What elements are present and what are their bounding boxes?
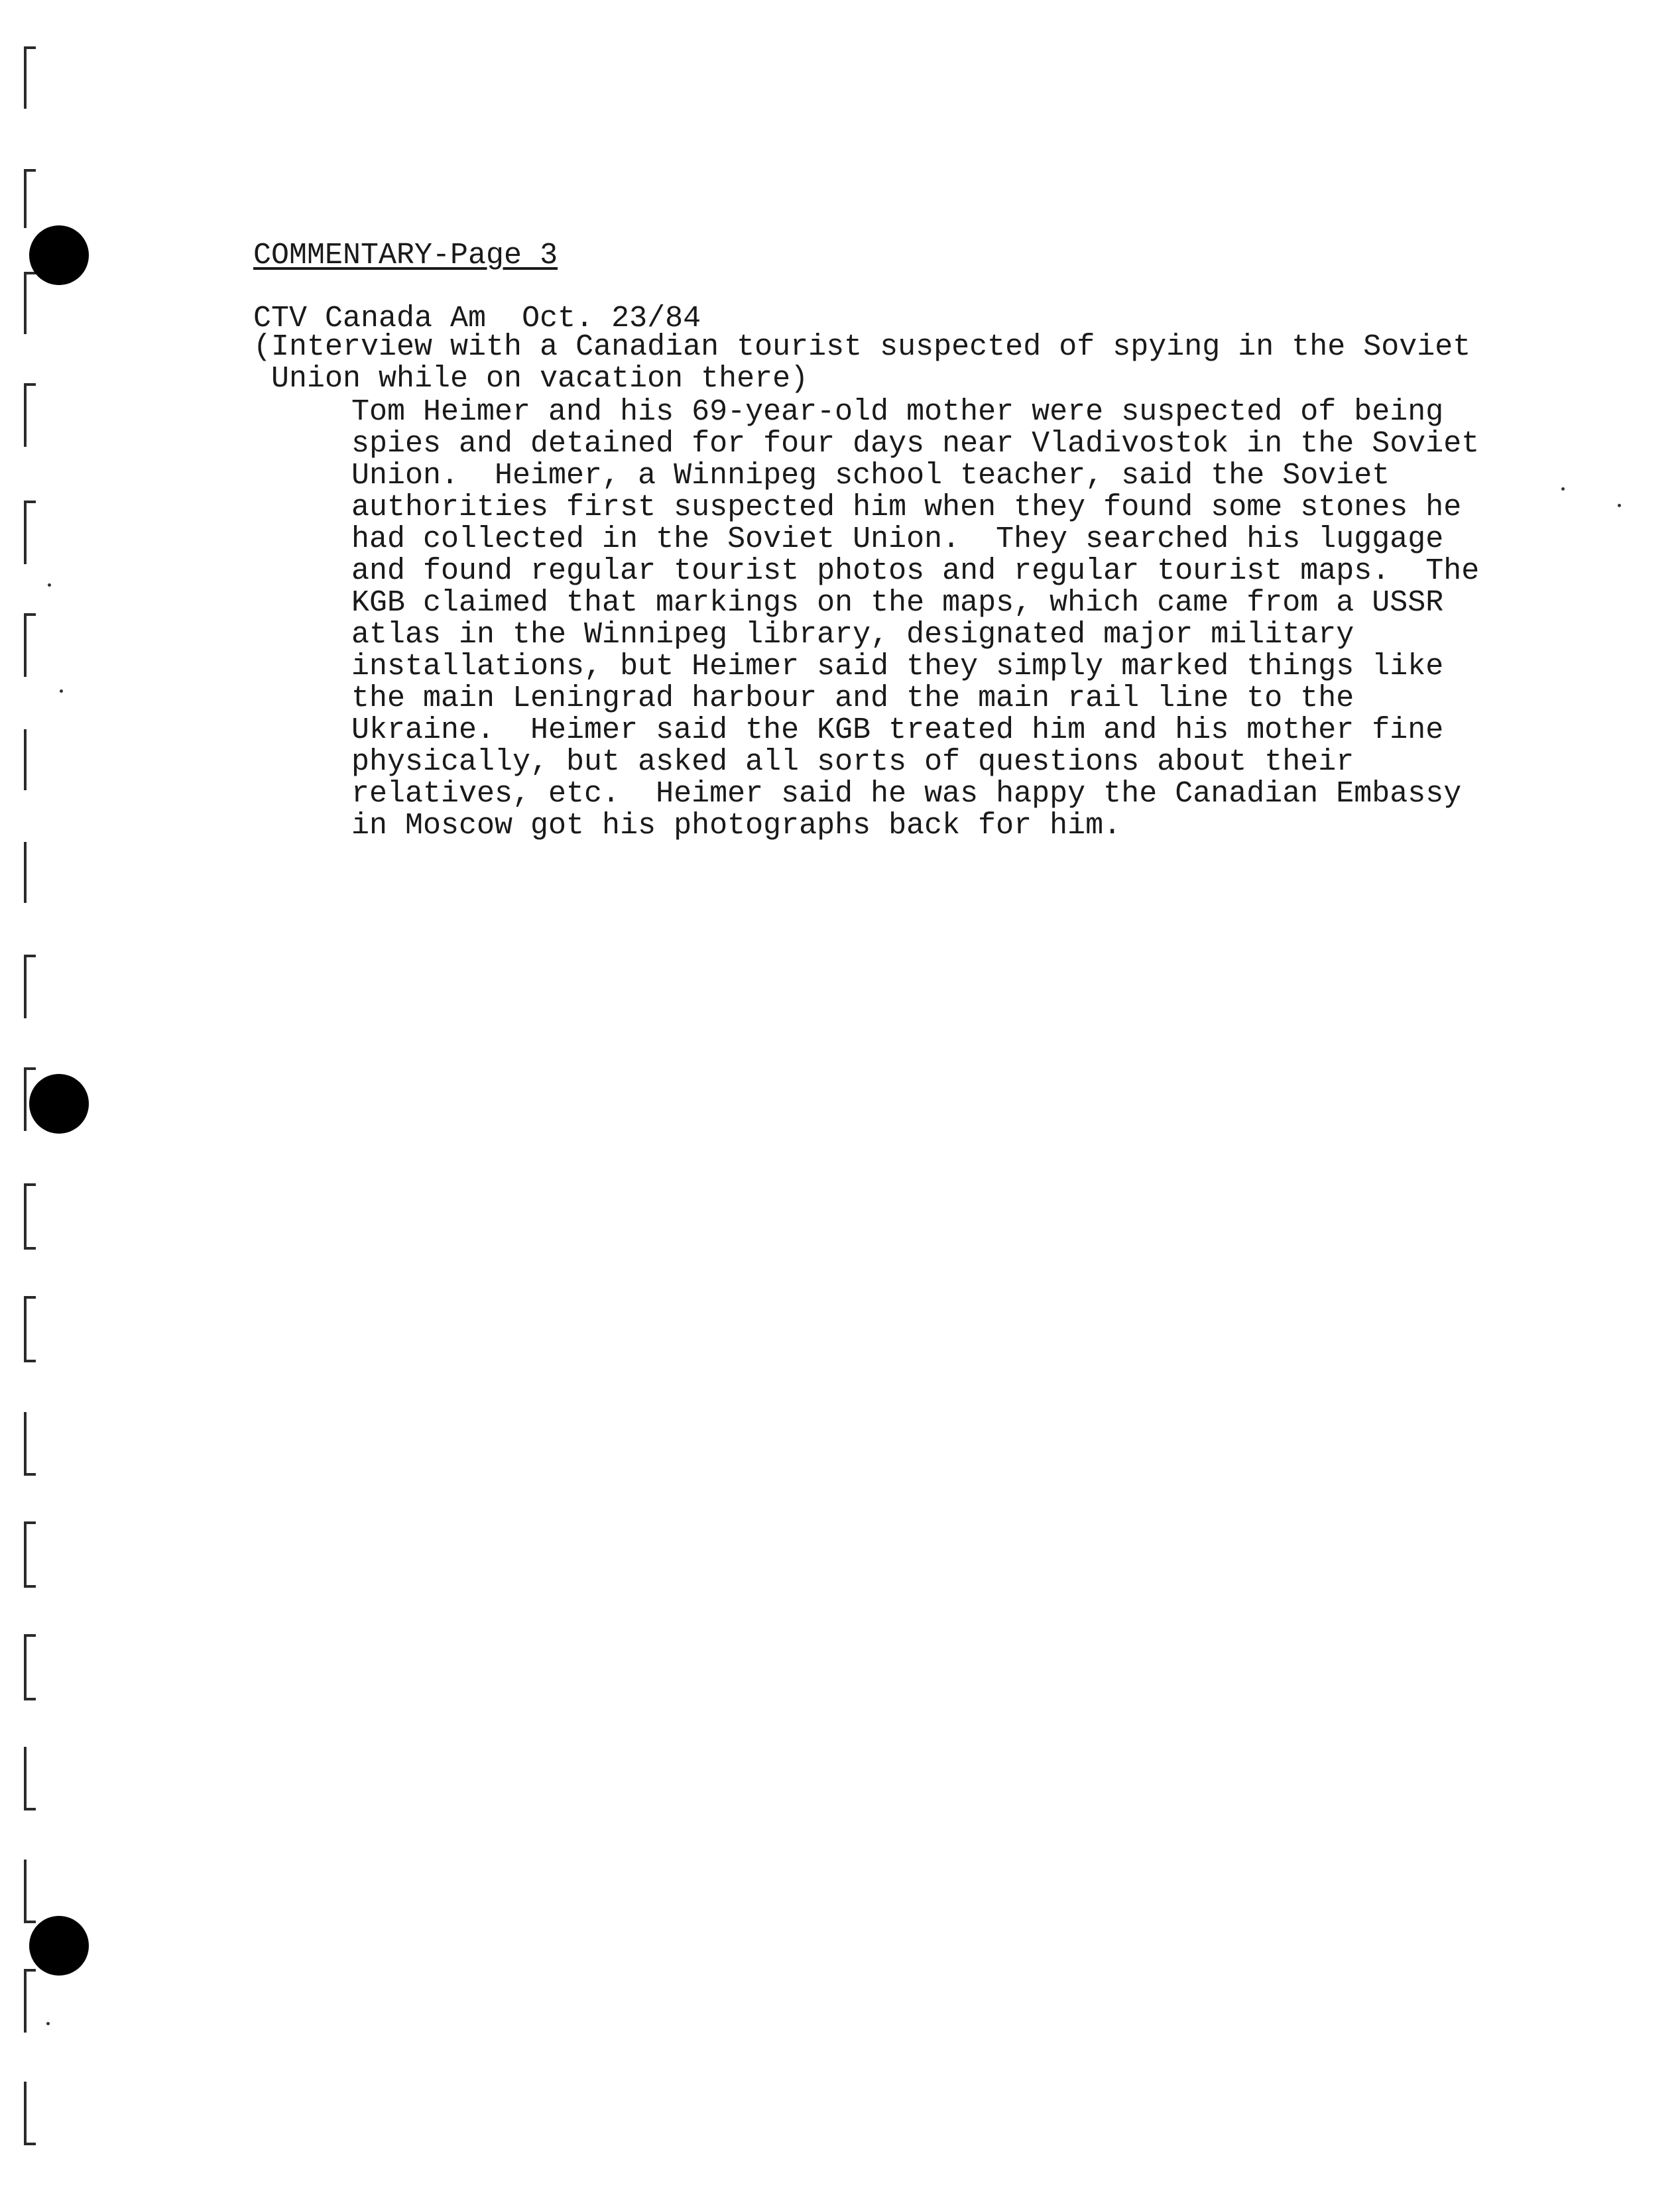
scan-speck [48, 583, 51, 587]
binder-edge-mark [24, 729, 36, 790]
binder-edge-mark [24, 2082, 36, 2145]
binder-edge-mark [24, 501, 36, 564]
scan-speck [46, 2022, 50, 2025]
binder-edge-mark [24, 955, 36, 1018]
body-line: and found regular tourist photos and regular tourist maps. The [351, 554, 1480, 588]
body-line: the main Leningrad harbour and the main rail line to the [351, 682, 1354, 715]
binder-edge-mark [24, 613, 36, 677]
body-line: in Moscow got his photographs back for him. [351, 809, 1122, 843]
scan-speck [1561, 487, 1565, 491]
commentary-body [351, 396, 1479, 842]
body-line: installations, but Heimer said they simply marked things like [351, 650, 1444, 683]
binder-edge-mark [24, 1183, 36, 1250]
binder-edge-mark [24, 1860, 36, 1923]
interview-subject [253, 331, 1470, 395]
binder-edge-mark [24, 46, 36, 109]
body-line: relatives, etc. Heimer said he was happy the Canadian Embassy [351, 777, 1462, 811]
binder-edge-mark [24, 1296, 36, 1362]
subject-line: Union while on vacation there) [253, 362, 809, 396]
broadcast-source: CTV Canada Am Oct. 23/84 [253, 302, 701, 335]
body-line: spies and detained for four days near Vladivostok in the Soviet [351, 427, 1480, 461]
scan-speck [60, 689, 63, 693]
binder-edge-mark [24, 383, 36, 447]
punch-hole [29, 1074, 89, 1134]
binder-edge-mark [24, 1521, 36, 1588]
binder-edge-mark [24, 169, 36, 228]
punch-hole [29, 225, 89, 285]
subject-line: (Interview with a Canadian tourist suspected of spying in the Soviet [253, 330, 1471, 364]
body-line: KGB claimed that markings on the maps, which came from a USSR [351, 586, 1444, 620]
page-title: COMMENTARY-Page 3 [253, 239, 558, 272]
body-line: Union. Heimer, a Winnipeg school teacher, said the Soviet [351, 459, 1390, 493]
body-line: authorities first suspected him when they found some stones he [351, 491, 1462, 524]
binder-edge-mark [24, 1747, 36, 1810]
binder-edge-mark [24, 272, 36, 334]
binder-edge-mark [24, 1969, 36, 2033]
punch-hole [29, 1916, 89, 1976]
scan-speck [1618, 504, 1621, 507]
body-line: Tom Heimer and his 69-year-old mother were suspected of being [351, 395, 1444, 429]
body-line: had collected in the Soviet Union. They searched his luggage [351, 522, 1444, 556]
body-line: atlas in the Winnipeg library, designated major military [351, 618, 1354, 652]
binder-edge-mark [24, 1634, 36, 1700]
binder-edge-mark [24, 842, 36, 903]
body-line: physically, but asked all sorts of questions about their [351, 745, 1354, 779]
body-line: Ukraine. Heimer said the KGB treated him and his mother fine [351, 713, 1444, 747]
binder-edge-mark [24, 1412, 36, 1476]
